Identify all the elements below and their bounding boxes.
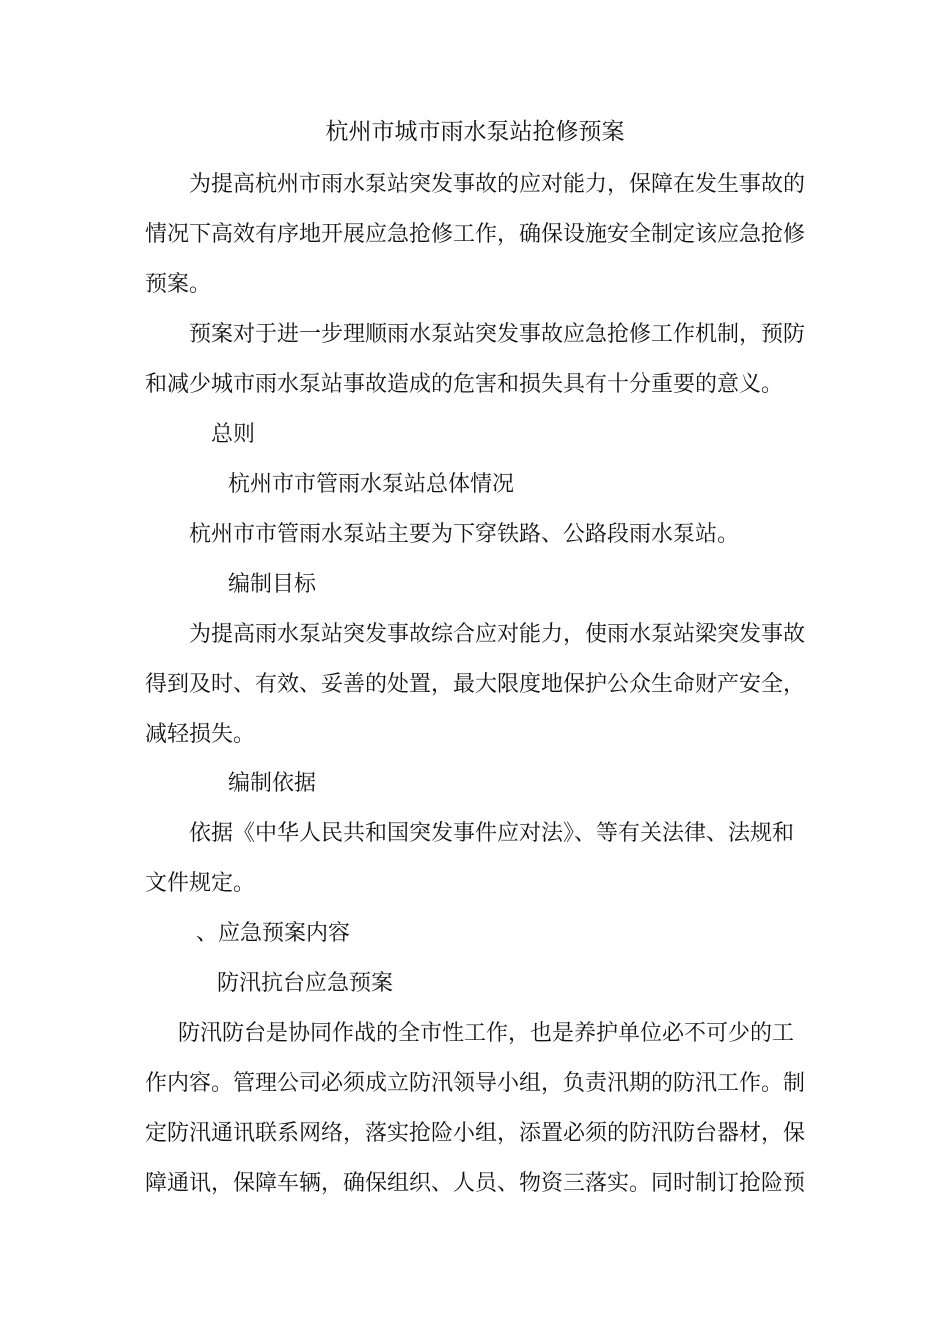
paragraph-1-line-2: 情况下高效有序地开展应急抢修工作，确保设施安全制定该应急抢修 <box>145 222 806 247</box>
paragraph-basis-line-2: 文件规定。 <box>145 871 256 896</box>
paragraph-1-line-1: 为提高杭州市雨水泵站突发事故的应对能力，保障在发生事故的 <box>189 172 806 197</box>
heading-general: 总则 <box>211 422 256 447</box>
heading-goal: 编制目标 <box>228 572 317 597</box>
heading-content: 、应急预案内容 <box>196 921 351 946</box>
paragraph-flood-line-3: 定防汛通讯联系网络，落实抢险小组，添置必须的防汛防台器材，保 <box>145 1121 806 1146</box>
paragraph-2-line-2: 和减少城市雨水泵站事故造成的危害和损失具有十分重要的意义。 <box>145 372 784 397</box>
paragraph-goal-line-3: 减轻损失。 <box>145 722 256 747</box>
paragraph-goal-line-2: 得到及时、有效、妥善的处置，最大限度地保护公众生命财产安全， <box>145 672 806 697</box>
paragraph-flood-line-2: 作内容。管理公司必须成立防汛领导小组，负责汛期的防汛工作。制 <box>145 1071 806 1096</box>
paragraph-overview: 杭州市市管雨水泵站主要为下穿铁路、公路段雨水泵站。 <box>189 522 740 547</box>
paragraph-goal-line-1: 为提高雨水泵站突发事故综合应对能力，使雨水泵站梁突发事故 <box>189 622 806 647</box>
paragraph-basis-line-1: 依据《中华人民共和国突发事件应对法》、等有关法律、法规和 <box>189 821 795 846</box>
paragraph-flood-line-4: 障通讯，保障车辆，确保组织、人员、物资三落实。同时制订抢险预 <box>145 1171 806 1196</box>
heading-overview: 杭州市市管雨水泵站总体情况 <box>228 472 515 497</box>
document-title: 杭州市城市雨水泵站抢修预案 <box>325 119 625 145</box>
paragraph-2-line-1: 预案对于进一步理顺雨水泵站突发事故应急抢修工作机制，预防 <box>189 322 806 347</box>
paragraph-1-line-3: 预案。 <box>145 272 212 297</box>
heading-basis: 编制依据 <box>228 771 317 796</box>
heading-flood: 防汛抗台应急预案 <box>217 971 394 996</box>
paragraph-flood-line-1: 防汛防台是协同作战的全市性工作，也是养护单位必不可少的工 <box>178 1021 795 1046</box>
